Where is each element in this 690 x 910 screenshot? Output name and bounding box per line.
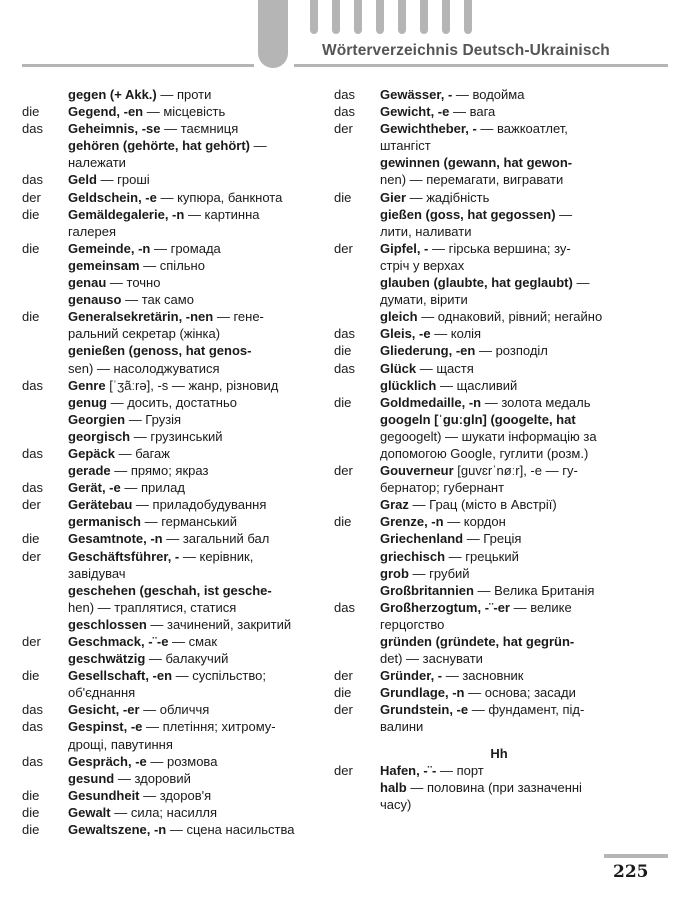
entry-headword: Geldschein, -e [68, 189, 157, 205]
dictionary-entry [22, 804, 322, 821]
entry-translation: — порт [436, 762, 484, 778]
entry-translation: — основа; засади [464, 685, 576, 701]
entry-translation: — прямо; якраз [110, 463, 209, 479]
entry-headword: genießen (genoss, hat genos- [68, 343, 252, 359]
entry-article: der [334, 668, 353, 684]
entry-translation: — так само [121, 292, 194, 308]
dictionary-entry [22, 240, 322, 257]
entry-article: der [334, 240, 353, 256]
dictionary-entry [334, 530, 634, 547]
entry-continuation: штангіст [380, 138, 431, 154]
entry-headword: geschehen (geschah, ist gesche- [68, 582, 272, 598]
dictionary-entry [334, 582, 634, 599]
dictionary-entry [22, 308, 322, 342]
dictionary-entry [334, 462, 634, 496]
entry-continuation: лити, наливати [380, 223, 472, 239]
entry-translation: — фундамент, під- [468, 702, 585, 718]
entry-headword: Gewicht, -e [380, 104, 450, 120]
entry-headword: Großherzogtum, -¨-er [380, 599, 510, 615]
entry-headword: Gespinst, -e [68, 719, 143, 735]
entry-headword: gründen (gründete, hat gegrün- [380, 634, 575, 649]
entry-article: die [334, 685, 352, 701]
entry-headword: Gewaltszene, -n [68, 822, 167, 838]
entry-headword: Glück [380, 360, 417, 376]
entry-translation: — [572, 275, 590, 291]
entry-article: das [22, 702, 43, 718]
entry-translation: — місцевість [143, 104, 226, 120]
entry-headword: Gewässer, - [380, 87, 453, 102]
entry-continuation: бернатор; губернант [380, 480, 505, 496]
dictionary-entry [22, 496, 322, 513]
header-tab [354, 0, 362, 34]
header-tab-decoration [258, 0, 468, 36]
entry-headword: Gesellschaft, -en [68, 668, 173, 684]
entry-headword: Gesicht, -er [68, 702, 140, 718]
entry-article: das [22, 377, 43, 393]
entry-headword: genau [68, 275, 107, 291]
entry-article: das [22, 121, 43, 137]
entry-translation: — гроші [96, 172, 150, 188]
entry-continuation: належати [68, 155, 126, 171]
entry-translation: — керівник, [179, 548, 254, 564]
dictionary-entry [22, 582, 322, 616]
entry-article: die [334, 514, 352, 530]
entry-translation: — досить, достатньо [107, 394, 237, 410]
entry-headword: Grenze, -n [380, 514, 444, 530]
entry-headword: georgisch [68, 428, 131, 444]
entry-translation: — проти [156, 87, 212, 102]
dictionary-entry [22, 377, 322, 394]
entry-headword: grob [380, 565, 409, 581]
dictionary-entry [334, 548, 634, 565]
dictionary-entry [334, 701, 634, 735]
entry-translation: — грубий [408, 565, 470, 581]
entry-continuation: думати, вірити [380, 292, 468, 308]
entry-translation: — загальний бал [162, 531, 270, 547]
dictionary-entry [334, 154, 634, 188]
entry-headword: Gipfel, - [380, 240, 429, 256]
entry-continuation: об'єднання [68, 685, 136, 701]
entry-continuation: часу) [380, 796, 412, 812]
entry-headword: glücklich [380, 377, 437, 393]
page-number: 225 [613, 862, 649, 882]
dictionary-entry [334, 274, 634, 308]
entry-article: die [22, 309, 40, 325]
page-title: Wörterverzeichnis Deutsch-Ukrainisch [322, 42, 610, 59]
entry-translation: — обличчя [139, 702, 210, 718]
entry-headword: Goldmedaille, -n [380, 394, 482, 410]
entry-article: die [22, 206, 40, 222]
entry-continuation: дрощі, павутиння [68, 736, 173, 752]
dictionary-entry [22, 513, 322, 530]
entry-article: das [22, 172, 43, 188]
entry-translation: — таємниця [160, 121, 239, 137]
dictionary-entry [334, 633, 634, 667]
dictionary-entry [22, 479, 322, 496]
entry-article: die [22, 804, 40, 820]
entry-headword: gewinnen (gewann, hat gewon- [380, 155, 573, 171]
dictionary-entry [22, 445, 322, 462]
dictionary-entry [334, 411, 634, 462]
dictionary-entry [334, 308, 634, 325]
entry-article: der [334, 762, 353, 778]
entry-continuation: ральний секретар (жінка) [68, 326, 221, 342]
entry-article: die [22, 531, 40, 547]
dictionary-entry [334, 206, 634, 240]
header-tab [420, 0, 428, 34]
right-column [334, 86, 634, 813]
dictionary-entry [22, 650, 322, 667]
dictionary-entry [334, 325, 634, 342]
entry-article: der [22, 634, 41, 649]
entry-headword: gehören (gehörte, hat gehört) [68, 138, 250, 154]
dictionary-entry [22, 633, 322, 650]
entry-article: die [334, 189, 352, 205]
entry-article: der [22, 548, 41, 564]
entry-article: das [22, 753, 43, 769]
entry-headword: Gepäck [68, 445, 115, 461]
entry-translation: — щастя [416, 360, 474, 376]
entry-headword: googeln [ˈguːgln] (googelte, hat [380, 411, 576, 427]
entry-headword: Gemäldegalerie, -n [68, 206, 185, 222]
entry-translation: — балакучий [145, 651, 229, 667]
entry-translation: — водойма [452, 87, 525, 102]
dictionary-entry [22, 701, 322, 718]
entry-continuation: герцогство [380, 616, 445, 632]
entry-headword: Geheimnis, -se [68, 121, 161, 137]
dictionary-entry [22, 616, 322, 633]
entry-translation: — здоров'я [139, 787, 212, 803]
header-rule [22, 64, 254, 67]
header-tab [442, 0, 450, 34]
entry-headword: Gewalt [68, 804, 111, 820]
entry-headword: Grundlage, -n [380, 685, 465, 701]
entry-headword: Gliederung, -en [380, 343, 476, 359]
entry-translation: — засновник [442, 668, 524, 684]
entry-article: der [22, 189, 41, 205]
entry-translation: — грузинський [130, 428, 223, 444]
entry-article: der [334, 121, 353, 137]
header-tab [398, 0, 406, 34]
entry-headword: gegen (+ Akk.) [68, 87, 157, 102]
dictionary-entry [334, 684, 634, 701]
entry-article: das [334, 599, 355, 615]
entry-article: die [22, 787, 40, 803]
entry-translation: — приладобудування [132, 497, 267, 513]
entry-article: die [334, 343, 352, 359]
dictionary-entry [22, 787, 322, 804]
entry-translation: — щасливий [436, 377, 518, 393]
entry-headword: Griechenland [380, 531, 464, 547]
entry-headword: gesund [68, 770, 115, 786]
entry-headword: gleich [380, 309, 418, 325]
dictionary-entry [334, 189, 634, 206]
entry-continuation: валини [380, 719, 424, 735]
entry-article: der [334, 702, 353, 718]
entry-headword: Gerätebau [68, 497, 133, 513]
entry-headword: Gesamtnote, -n [68, 531, 163, 547]
entry-translation: — розмова [146, 753, 218, 769]
dictionary-entry [22, 342, 322, 376]
entry-headword: Graz [380, 497, 409, 513]
dictionary-entry [334, 779, 634, 813]
entry-continuation: hen) — траплятися, статися [68, 599, 237, 615]
dictionary-entry [334, 86, 634, 103]
dictionary-entry [22, 274, 322, 291]
entry-translation: [ˈʒãːrə], -s — жанр, різновид [105, 377, 279, 393]
entry-translation: — суспільство; [172, 668, 266, 684]
entry-article: das [334, 326, 355, 342]
entry-headword: Hafen, -¨- [380, 762, 437, 778]
entry-translation: — Велика Британія [473, 582, 595, 598]
dictionary-entry [22, 103, 322, 120]
header-tab [310, 0, 318, 34]
entry-headword: Gesundheit [68, 787, 140, 803]
entry-continuation: gegoogelt) — шукати інформацію за допомогою Google, гуглити (розм.) [380, 428, 597, 461]
dictionary-entry [334, 360, 634, 377]
dictionary-entry [22, 428, 322, 445]
entry-headword: Gleis, -e [380, 326, 431, 342]
entry-headword: Grundstein, -e [380, 702, 469, 718]
dictionary-entry [22, 189, 322, 206]
entry-translation: — [250, 138, 267, 154]
dictionary-entry [334, 762, 634, 779]
entry-translation: — прилад [120, 480, 185, 496]
entry-article: das [334, 87, 355, 102]
header-tab-large [258, 0, 288, 68]
entry-continuation: стріч у верхах [380, 257, 465, 273]
entry-headword: Großbritannien [380, 582, 474, 598]
entry-headword: Gründer, - [380, 668, 443, 684]
entry-headword: glauben (glaubte, hat geglaubt) [380, 275, 573, 291]
dictionary-entry [22, 462, 322, 479]
dictionary-entry [22, 770, 322, 787]
entry-headword: gießen (goss, hat gegossen) [380, 206, 556, 222]
entry-article: das [22, 719, 43, 735]
entry-continuation: завідувач [68, 565, 126, 581]
entry-translation: — Грац (місто в Австрії) [408, 497, 557, 513]
entry-translation: — сцена насильства [166, 822, 295, 838]
dictionary-entry [22, 394, 322, 411]
entry-translation: — Греція [463, 531, 522, 547]
dictionary-entry [22, 171, 322, 188]
dictionary-entry [22, 137, 322, 171]
entry-headword: Gemeinde, -n [68, 240, 151, 256]
entry-article: die [22, 104, 40, 120]
entry-article: das [334, 104, 355, 120]
entry-headword: germanisch [68, 514, 141, 530]
entry-translation: — смак [168, 634, 218, 649]
dictionary-entry [334, 394, 634, 411]
entry-article: die [22, 822, 40, 838]
entry-article: die [22, 240, 40, 256]
dictionary-entry [22, 753, 322, 770]
entry-translation: — точно [106, 275, 161, 291]
entry-article: das [22, 480, 43, 496]
entry-translation: — багаж [114, 445, 170, 461]
entry-translation: — германський [140, 514, 237, 530]
entry-translation: — сила; насилля [110, 804, 218, 820]
entry-headword: gemeinsam [68, 257, 140, 273]
entry-continuation: sen) — насолоджуватися [68, 360, 220, 376]
dictionary-entry [22, 718, 322, 752]
entry-translation: — розподіл [475, 343, 548, 359]
entry-translation: — колія [430, 326, 482, 342]
entry-translation: — зачинений, закритий [146, 616, 292, 632]
dictionary-entry [334, 667, 634, 684]
entry-translation: — спільно [139, 257, 205, 273]
entry-translation: — важкоатлет, [476, 121, 568, 137]
dictionary-entry [334, 513, 634, 530]
entry-headword: Geschäftsführer, - [68, 548, 180, 564]
entry-translation: — велике [510, 599, 572, 615]
entry-continuation: галерея [68, 223, 117, 239]
header-tab [464, 0, 472, 34]
dictionary-entry [334, 120, 634, 154]
entry-headword: Generalsekretärin, -nen [68, 309, 214, 325]
footer-rule [604, 854, 668, 858]
entry-translation: — [555, 206, 573, 222]
dictionary-entry [22, 120, 322, 137]
entry-article: die [334, 394, 352, 410]
header-rule [294, 64, 668, 67]
entry-translation: — половина (при зазначенні [406, 779, 582, 795]
entry-article: das [334, 360, 355, 376]
entry-headword: Gewichtheber, - [380, 121, 477, 137]
entry-translation: — картинна [184, 206, 260, 222]
entry-translation: — здоровий [114, 770, 191, 786]
dictionary-entry [22, 667, 322, 701]
entry-continuation: det) — заснувати [380, 651, 483, 667]
header-tab [332, 0, 340, 34]
entry-headword: genauso [68, 292, 122, 308]
entry-translation: — вага [449, 104, 496, 120]
entry-article: der [22, 497, 41, 513]
entry-headword: gerade [68, 463, 111, 479]
dictionary-entry [22, 821, 322, 838]
entry-headword: Geld [68, 172, 97, 188]
dictionary-entry [22, 206, 322, 240]
entry-headword: Gegend, -en [68, 104, 144, 120]
entry-headword: geschwätzig [68, 651, 146, 667]
entry-translation: — громада [150, 240, 221, 256]
dictionary-entry [334, 342, 634, 359]
entry-translation: — гене- [213, 309, 264, 325]
section-heading: Hh [490, 745, 508, 761]
entry-headword: Geschmack, -¨-e [68, 634, 169, 649]
entry-headword: Gouverneur [380, 463, 454, 479]
entry-headword: griechisch [380, 548, 446, 564]
entry-headword: genug [68, 394, 107, 410]
dictionary-entry [334, 565, 634, 582]
dictionary-entry [334, 496, 634, 513]
dictionary-entry [334, 103, 634, 120]
entry-translation: — кордон [443, 514, 506, 530]
entry-headword: Genre [68, 377, 106, 393]
entry-headword: Georgien [68, 411, 126, 427]
entry-headword: Gespräch, -e [68, 753, 147, 769]
dictionary-entry [22, 530, 322, 547]
entry-translation: — однаковий, рівний; негайно [417, 309, 603, 325]
entry-headword: Gier [380, 189, 407, 205]
entry-translation: [guvɛrˈnøːr], -e — гу- [453, 463, 578, 479]
entry-translation: — жадібність [406, 189, 490, 205]
dictionary-entry [22, 291, 322, 308]
entry-translation: — купюра, банкнота [156, 189, 283, 205]
entry-headword: geschlossen [68, 616, 147, 632]
dictionary-entry [22, 411, 322, 428]
header-tab [376, 0, 384, 34]
entry-headword: halb [380, 779, 407, 795]
left-column [22, 86, 322, 838]
dictionary-entry [22, 86, 322, 103]
dictionary-entry [334, 599, 634, 633]
dictionary-entry [22, 548, 322, 582]
entry-translation: — Грузія [125, 411, 182, 427]
entry-translation: — грецький [445, 548, 519, 564]
entry-translation: — плетіння; хитрому- [142, 719, 276, 735]
dictionary-entry [22, 257, 322, 274]
entry-translation: — золота медаль [481, 394, 591, 410]
entry-continuation: nen) — перемагати, вигравати [380, 172, 564, 188]
dictionary-entry [334, 377, 634, 394]
entry-article: das [22, 445, 43, 461]
entry-headword: Gerät, -e [68, 480, 121, 496]
entry-translation: — гірська вершина; зу- [428, 240, 571, 256]
dictionary-entry [334, 240, 634, 274]
entry-article: die [22, 668, 40, 684]
entry-article: der [334, 463, 353, 479]
